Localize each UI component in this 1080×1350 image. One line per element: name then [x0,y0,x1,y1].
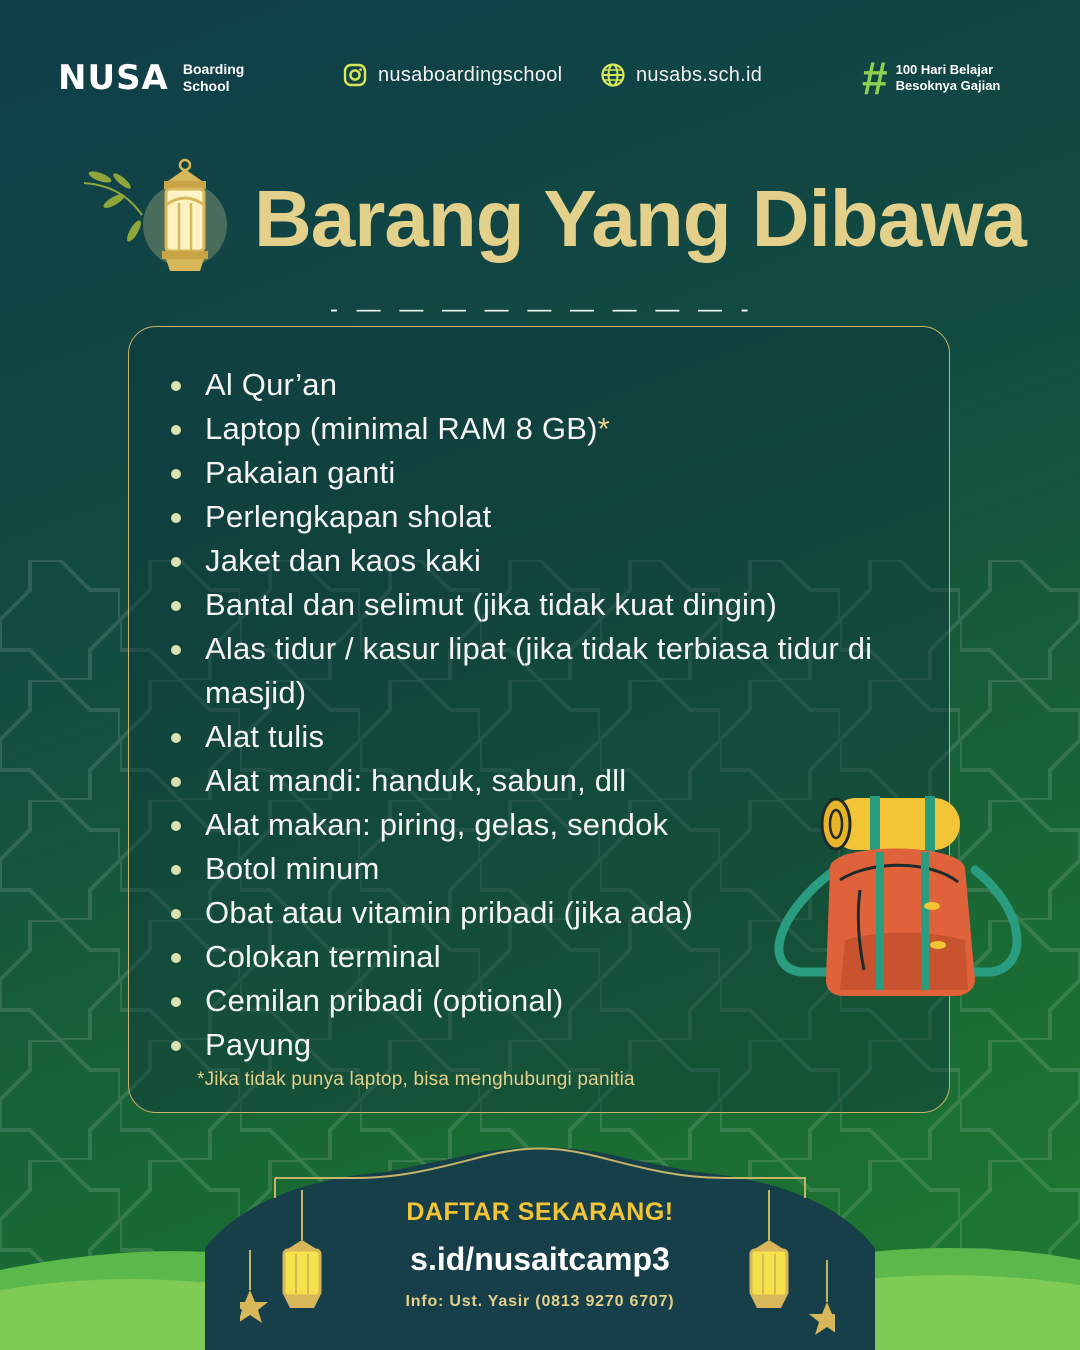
logo-sub-line1: Boarding [182,61,245,77]
item-text: Cemilan pribadi (optional) [205,983,564,1018]
title-section [70,155,1026,295]
item-text: Payung [205,1027,312,1062]
logo-word: NUSA [58,58,169,98]
hashtag-icon: # [862,52,888,104]
item-text: Alat mandi: handuk, sabun, dll [205,763,627,798]
header [0,0,1080,130]
tagline-text [896,62,1001,94]
item-text: Laptop (minimal RAM 8 GB) [205,411,598,446]
page-title: Barang Yang Dibawa [254,174,1026,263]
item-text: Jaket dan kaos kaki [205,543,482,578]
cta-label: DAFTAR SEKARANG! [406,1198,674,1226]
item-text: Colokan terminal [205,939,441,974]
list-item [169,495,949,539]
item-text: Botol minum [205,851,380,886]
item-text: Alat makan: piring, gelas, sendok [205,807,669,842]
footnote: *Jika tidak punya laptop, bisa menghubungi panitia [197,1069,635,1090]
item-text: Obat atau vitamin pribadi (jika ada) [205,895,693,930]
lantern-icon [80,155,230,285]
tagline-line2: Besoknya Gajian [895,78,1001,93]
list-item [169,583,949,627]
contact-info: Info: Ust. Yasir (0813 9270 6707) [405,1293,675,1310]
laptop-asterisk: * [597,411,610,446]
list-item [169,1023,949,1067]
item-text: Pakaian ganti [205,455,396,490]
item-text: Perlengkapan sholat [205,499,492,534]
website-url: nusabs.sch.id [636,63,763,86]
list-item [169,715,949,759]
globe-icon [600,62,626,88]
list-item [169,539,949,583]
item-text: Alas tidur / kasur lipat (jika tidak terbiasa tidur di masjid) [205,631,873,710]
title-divider: - — — — — — — — — — - [330,296,755,323]
item-text: Bantal dan selimut (jika tidak kuat dingin) [205,587,778,622]
tagline-line1: 100 Hari Belajar [895,62,994,77]
item-text: Al Qur’an [205,367,338,402]
instagram-icon [342,62,368,88]
list-item [169,627,949,715]
website-contact[interactable] [600,62,762,88]
logo-subtitle [183,61,244,95]
list-item [169,363,949,407]
item-text: Alat tulis [205,719,325,754]
nusa-logo[interactable] [58,58,244,98]
registration-link[interactable]: s.id/nusaitcamp3 [410,1241,670,1277]
logo-sub-line2: School [182,78,230,94]
instagram-contact[interactable] [342,62,562,88]
tagline [862,52,1001,104]
backpack-icon [760,790,1030,1010]
list-item [169,407,949,451]
instagram-handle: nusaboardingschool [378,63,563,86]
list-item [169,451,949,495]
